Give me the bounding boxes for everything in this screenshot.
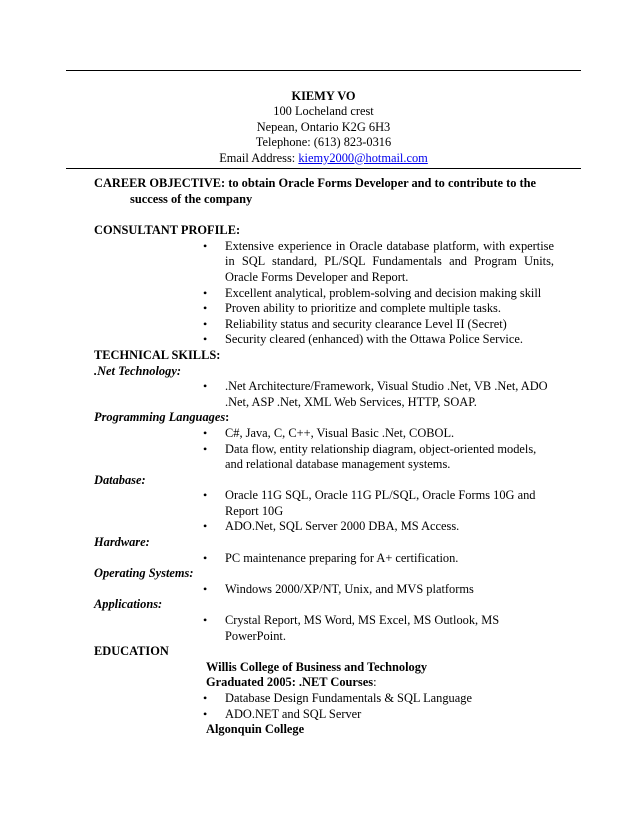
bullet-icon: • [203, 316, 208, 331]
bullet-icon: • [203, 441, 208, 456]
applications-title: Applications: [94, 597, 163, 612]
list-item: • Windows 2000/XP/NT, Unix, and MVS platforms [203, 581, 474, 596]
programming-languages-heading [94, 410, 554, 426]
list-item: • Proven ability to prioritize and complete multiple tasks. [203, 301, 501, 316]
list-item: • Crystal Report, MS Word, MS Excel, MS Outlook, MS PowerPoint. [203, 613, 500, 643]
objective-text-line2: success of the company [130, 191, 253, 206]
database-title: Database: [94, 472, 146, 487]
list-item: • C#, Java, C, C++, Visual Basic .Net, COBOL. [203, 425, 455, 440]
resume-body [94, 176, 554, 738]
bullet-icon: • [203, 706, 208, 721]
list-item: • Reliability status and security clearance Level II (Secret) [203, 316, 507, 331]
bullet-icon: • [203, 519, 208, 534]
bullet-icon: • [203, 379, 208, 394]
bullet-icon: • [203, 613, 208, 628]
programming-languages-title: Programming Languages [94, 410, 226, 425]
email-line [66, 151, 581, 166]
email-link[interactable]: kiemy2000@hotmail.com [298, 150, 428, 165]
objective-text-line1: to obtain Oracle Forms Developer and to contribute to the [228, 176, 537, 190]
list-item: • ADO.NET and SQL Server [203, 706, 362, 721]
list-item: • Oracle 11G SQL, Oracle 11G PL/SQL, Oracle Forms 10G and Report 10G [203, 488, 536, 518]
courses-list [203, 691, 554, 722]
header-divider [66, 168, 581, 169]
bullet-icon: • [203, 488, 208, 503]
bullet-icon: • [203, 550, 208, 565]
operating-systems-list [94, 582, 554, 598]
programming-languages-colon: : [225, 410, 230, 425]
career-objective [94, 176, 554, 207]
graduation-colon: : [373, 675, 377, 690]
education-title: EDUCATION [94, 644, 169, 659]
list-item: • PC maintenance preparing for A+ certification. [203, 550, 459, 565]
database-list [94, 488, 554, 535]
address-line-1: 100 Locheland crest [273, 104, 374, 119]
school-name-2: Algonquin College [206, 722, 305, 737]
hardware-list [94, 551, 554, 567]
bullet-icon: • [203, 691, 208, 705]
programming-languages-list [94, 426, 554, 473]
list-item: • .Net Architecture/Framework, Visual Studio .Net, VB .Net, ADO .Net, ASP .Net, XML Web Services, HTTP, SOAP. [203, 379, 548, 409]
list-item: • Extensive experience in Oracle database platform, with expertise in SQL standard, PL/SQL Fundamentals and Program Units, Oracle Forms Developer and Report. [203, 238, 554, 284]
top-divider [66, 70, 581, 71]
objective-label: CAREER OBJECTIVE: [94, 176, 226, 190]
telephone: Telephone: (613) 823-0316 [255, 135, 392, 150]
education-block [94, 660, 554, 738]
graduation-line [206, 675, 554, 691]
operating-systems-title: Operating Systems: [94, 566, 194, 581]
bullet-icon: • [203, 332, 208, 347]
net-technology-title: .Net Technology: [94, 363, 181, 378]
hardware-title: Hardware: [94, 535, 150, 550]
school-name-1: Willis College of Business and Technology [206, 659, 428, 674]
contact-header [66, 89, 581, 166]
applications-list [94, 613, 554, 644]
bullet-icon: • [203, 301, 208, 316]
list-item: • Security cleared (enhanced) with the Ottawa Police Service. [203, 332, 523, 347]
email-label: Email Address: [219, 150, 296, 165]
list-item: • ADO.Net, SQL Server 2000 DBA, MS Access. [203, 519, 460, 534]
consultant-profile-title: CONSULTANT PROFILE: [94, 223, 241, 238]
bullet-icon: • [203, 238, 208, 253]
bullet-icon: • [203, 581, 208, 596]
list-item: • Database Design Fundamentals & SQL Language [203, 691, 472, 705]
graduation-label: Graduated 2005: .NET Courses [206, 675, 374, 690]
consultant-profile-list [94, 239, 554, 348]
net-technology-list [94, 379, 554, 410]
bullet-icon: • [203, 425, 208, 440]
candidate-name: KIEMY VO [291, 89, 356, 103]
list-item: • Excellent analytical, problem-solving and decision making skill [203, 285, 542, 300]
bullet-icon: • [203, 285, 208, 300]
address-line-2: Nepean, Ontario K2G 6H3 [256, 119, 391, 134]
list-item: • Data flow, entity relationship diagram, object-oriented models, and relational database management systems. [203, 441, 537, 472]
technical-skills-title: TECHNICAL SKILLS: [94, 347, 221, 362]
